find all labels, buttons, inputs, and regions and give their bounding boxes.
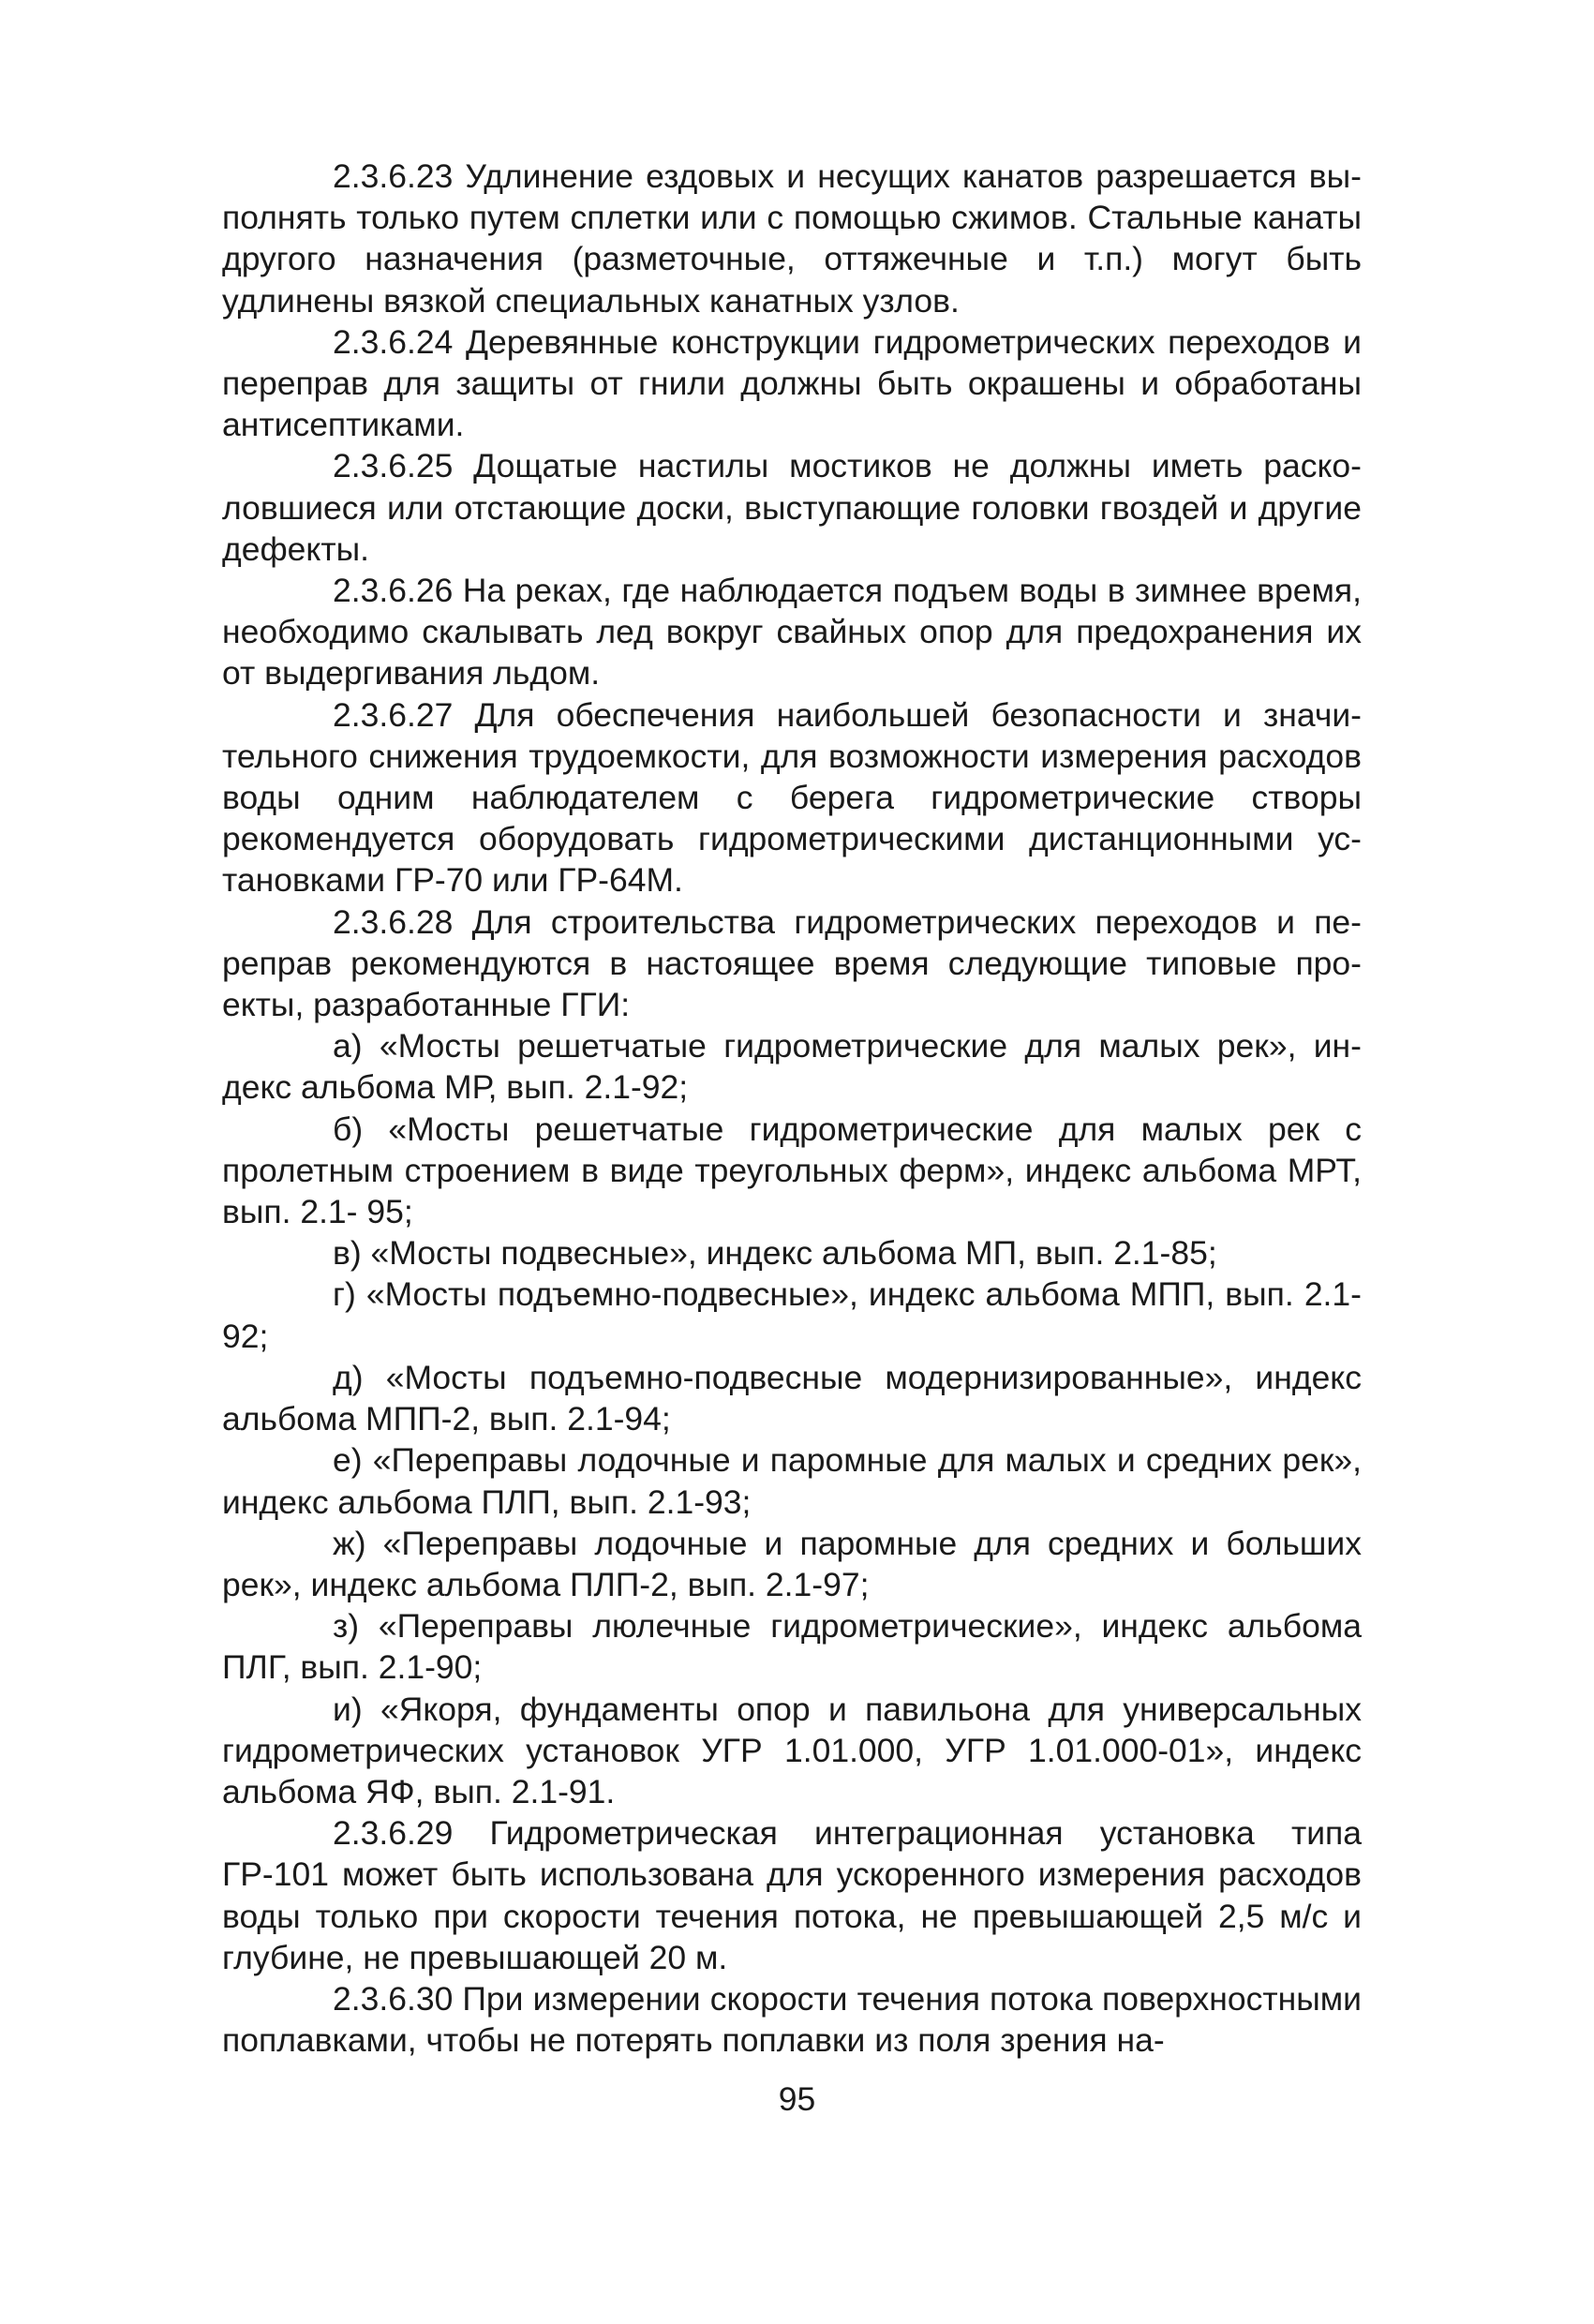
list-item-d: д) «Мосты подъемно-подвесные модернизированные», индекс альбома МПП-2, вып. 2.1-94; [222,1358,1362,1438]
paragraph-2-3-6-24: 2.3.6.24 Деревянные конструкции гидрометрических переходов и переправ для защиты от гнили должны быть окрашены и обработаны антисептиками. [222,322,1362,444]
list-item-e: е) «Переправы лодочные и паромные для малых и средних рек», индекс альбома ПЛП, вып. 2.1-93; [222,1441,1362,1521]
page-number: 95 [778,2080,816,2118]
document-body [222,156,1362,2061]
list-item-a: а) «Мосты решетчатые гидрометрические для малых рек», индекс альбома МР, вып. 2.1-92; [222,1027,1362,1107]
paragraph-2-3-6-27: 2.3.6.27 Для обеспечения наибольшей безопасности и значительного снижения трудоемкости, для возможности измерения расходов воды одним наблюдателем с берега гидрометрические створы рекомендуется оборудовать гидрометрическими дистанционными установками ГР-70 или ГР-64М. [222,695,1362,900]
list-item-g: г) «Мосты подъемно-подвесные», индекс альбома МПП, вып. 2.1-92; [222,1275,1362,1355]
paragraph-2-3-6-25: 2.3.6.25 Дощатые настилы мостиков не должны иметь расколовшиеся или отстающие доски, выступающие головки гвоздей и другие дефекты. [222,447,1362,568]
paragraph-2-3-6-23: 2.3.6.23 Удлинение ездовых и несущих канатов разрешается выполнять только путем сплетки или с помощью сжимов. Стальные канаты другого назначения (разметочные, оттяжечные и т.п.) могут быть удлинены вязкой специальных канатных узлов. [222,157,1362,320]
paragraph-2-3-6-30: 2.3.6.30 При измерении скорости течения потока поверхностными поплавками, чтобы не потерять поплавки из поля зрения на- [222,1979,1362,2060]
list-item-z: з) «Переправы люлечные гидрометрические», индекс альбома ПЛГ, вып. 2.1-90; [222,1607,1362,1687]
paragraph-2-3-6-29: 2.3.6.29 Гидрометрическая интеграционная установка типа ГР-101 может быть использована для ускоренного измерения расходов воды только при скорости течения потока, не превышающей 2,5 м/с и глубине, не превышающей 20 м. [222,1814,1362,1976]
list-item-v: в) «Мосты подвесные», индекс альбома МП, вып. 2.1-85; [333,1234,1217,1273]
paragraph-2-3-6-28: 2.3.6.28 Для строительства гидрометрических переходов и переправ рекомендуются в настоящее время следующие типовые проекты, разработанные ГГИ: [222,902,1362,1024]
list-item-b: б) «Мосты решетчатые гидрометрические для малых рек с пролетным строением в виде треугольных ферм», индекс альбома МРТ, вып. 2.1- 95; [222,1110,1362,1231]
list-item-i: и) «Якоря, фундаменты опор и павильона для универсальных гидрометрических установок УГР 1.01.000, УГР 1.01.000-01», индекс альбома ЯФ, вып. 2.1-91. [222,1690,1362,1810]
paragraph-2-3-6-26: 2.3.6.26 На реках, где наблюдается подъем воды в зимнее время, необходимо скалывать лед вокруг свайных опор для предохранения их от выдергивания льдом. [222,572,1362,693]
list-item-zh: ж) «Переправы лодочные и паромные для средних и больших рек», индекс альбома ПЛП-2, вып. 2.1-97; [222,1524,1362,1603]
